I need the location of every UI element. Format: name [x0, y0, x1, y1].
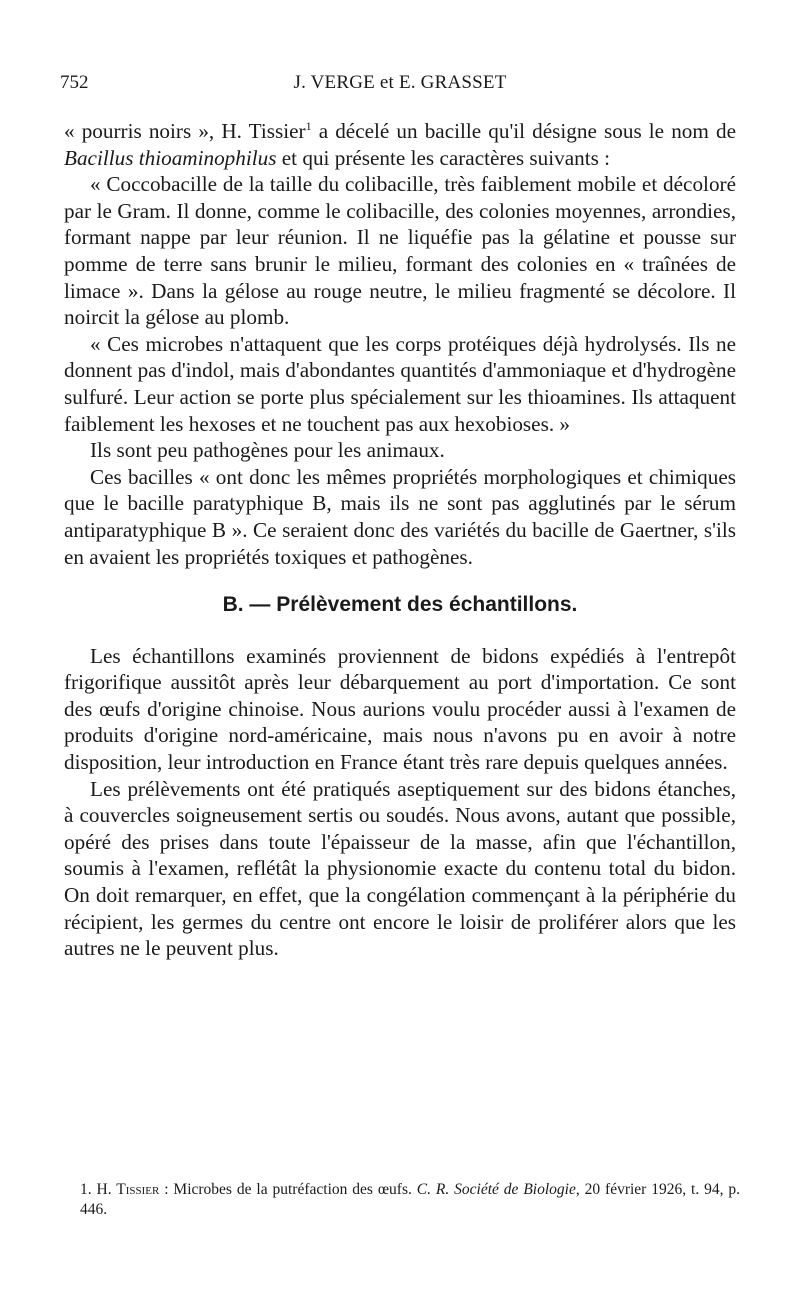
paragraph-2: « Coccobacille de la taille du colibacille, très faiblement mobile et décoloré par le Gram. Il donne, comme le colibacille, des colonies moyennes, arrondies, formant nappe par leur réunion. Il ne liquéfie pas la gélatine et pousse sur pomme de terre sans brunir le milieu, formant des colonies en « traînées de limace ». Dans la gélose au rouge neutre, le milieu fragmenté se décolore. Il noircit la gélose au plomb.	[64, 172, 736, 330]
footnote-author: H. Tissier	[96, 1181, 160, 1198]
footnote	[80, 1180, 740, 1220]
footnote-ref: 1	[305, 118, 312, 133]
running-title: J. VERGE et E. GRASSET	[293, 72, 507, 93]
paragraph-1	[64, 118, 736, 171]
paragraph-1-part-a: « pourris noirs », H. Tissier	[64, 119, 306, 143]
footnote-number: 1.	[80, 1181, 92, 1198]
paragraph-6: Les échantillons examinés proviennent de bidons expédiés à l'entrepôt frigorifique aussitôt après leur débarquement au port d'importation. Ce sont des œufs d'origine chinoise. Nous aurions voulu procéder aussi à l'examen de produits d'origine nord-américaine, mais nous n'avons pu en avoir à notre disposition, leur introduction en France étant très rare depuis quelques années.	[64, 643, 736, 775]
paragraph-4: Ils sont peu pathogènes pour les animaux.	[90, 438, 445, 463]
page-number: 752	[60, 72, 89, 93]
footnote-text-a: : Microbes de la putréfaction des œufs.	[159, 1181, 417, 1198]
footnote-text-b: , 20 février 1926, t. 94, p. 446.	[80, 1181, 740, 1218]
footnote-journal: C. R. Société de Biologie	[416, 1181, 576, 1198]
section-heading: B. — Prélèvement des échantillons.	[222, 593, 578, 617]
body-text	[64, 118, 736, 962]
paragraph-1-part-d: et qui présente les caractères suivants :	[276, 145, 611, 170]
species-name: Bacillus thioaminophilus	[64, 145, 277, 170]
paragraph-5: Ces bacilles « ont donc les mêmes propriétés morphologiques et chimiques que le bacille paratyphique B, mais ils ne sont pas agglutinés par le sérum antiparatyphique B ». Ce seraient donc des variétés du bacille de Gaertner, s'ils en avaient les propriétés toxiques et pathogènes.	[64, 464, 736, 569]
paragraph-3: « Ces microbes n'attaquent que les corps protéiques déjà hydrolysés. Ils ne donnent pas d'indol, mais d'abondantes quantités d'ammoniaque et d'hydrogène sulfuré. Leur action se porte plus spécialement sur les thioamines. Ils attaquent faiblement les hexoses et ne touchent pas aux hexobioses. »	[64, 331, 736, 436]
page-header	[60, 72, 740, 102]
paragraph-7: Les prélèvements ont été pratiqués aseptiquement sur des bidons étanches, à couvercles soigneusement sertis ou soudés. Nous avons, autant que possible, opéré des prises dans toute l'épaisseur de la masse, afin que l'échantillon, soumis à l'examen, reflétât la physionomie exacte du contenu total du bidon. On doit remarquer, en effet, que la congélation commençant à la périphérie du récipient, les germes du centre ont encore le loisir de proliférer alors que les autres ne le peuvent plus.	[64, 776, 736, 961]
paragraph-1-part-b: a décelé un bacille qu'il désigne sous le nom de	[311, 119, 736, 143]
